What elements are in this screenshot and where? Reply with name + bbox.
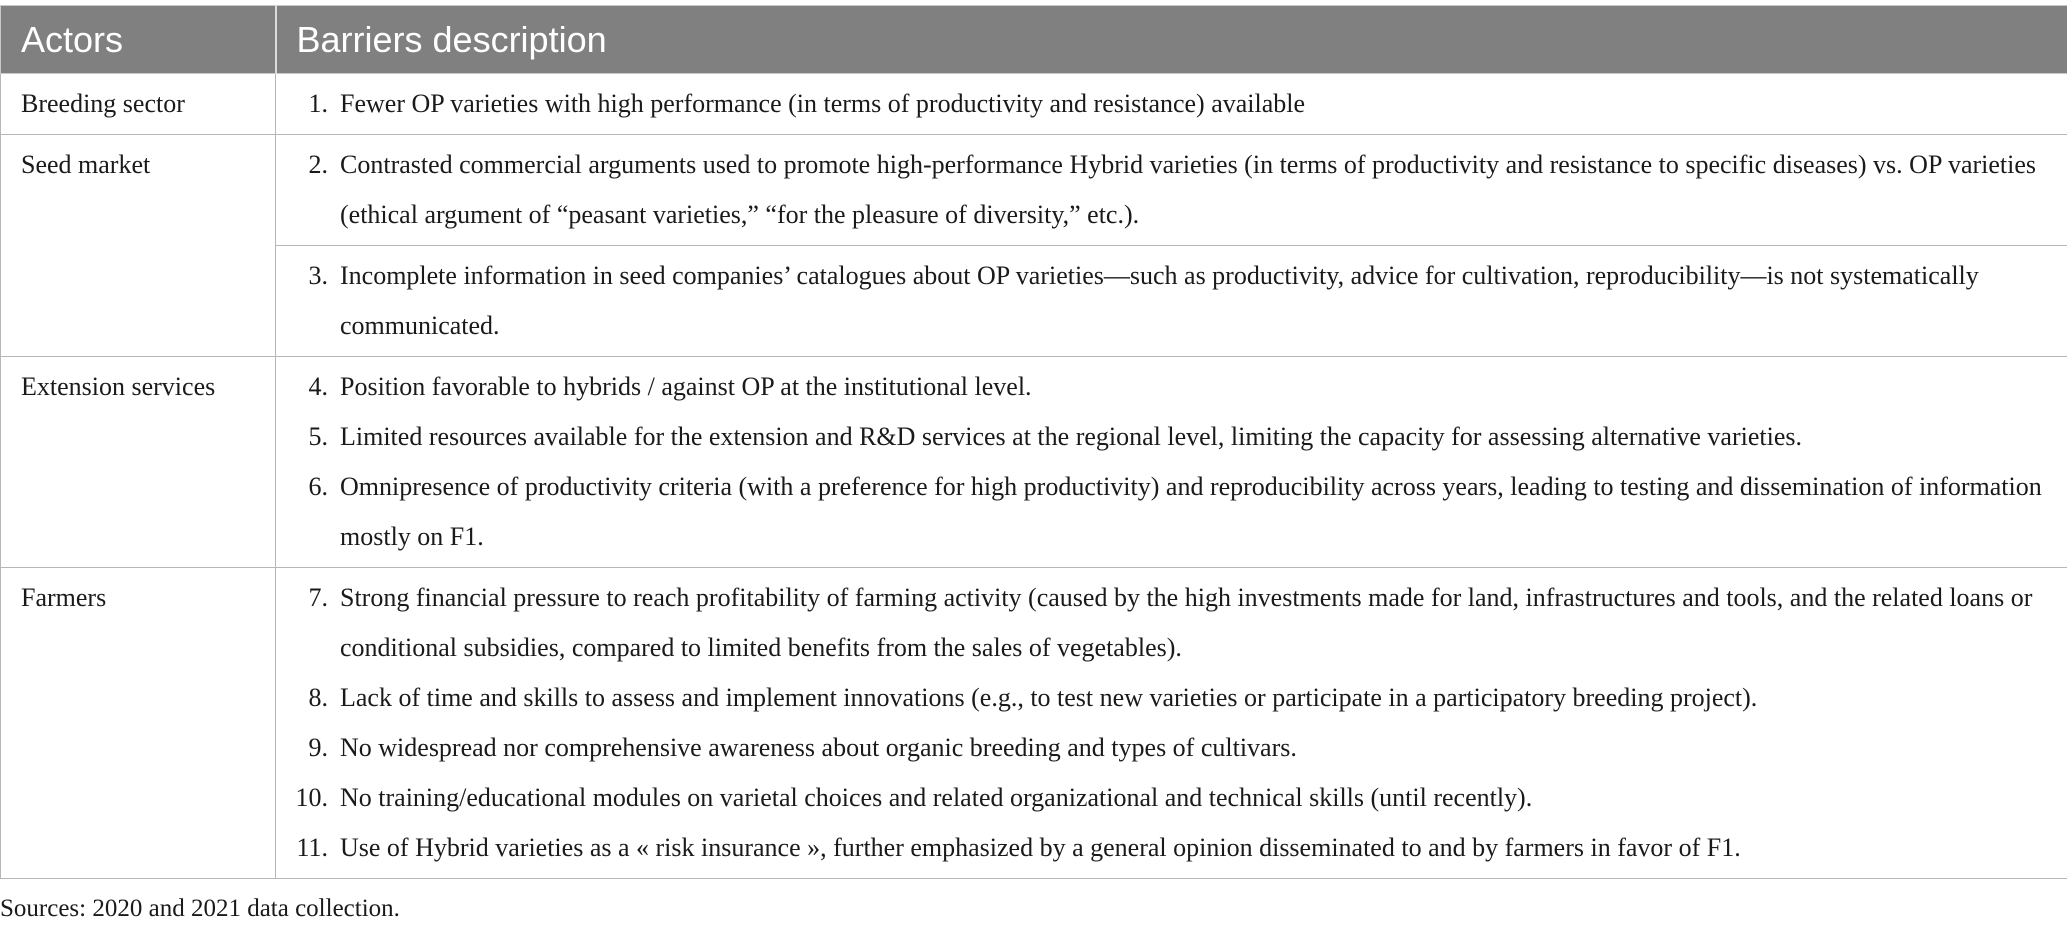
table-row <box>1 135 2067 246</box>
source-note: Sources: 2020 and 2021 data collection. <box>0 895 400 922</box>
header-row <box>1 6 2067 74</box>
list-item <box>276 573 2055 673</box>
actor-cell: Seed market <box>1 135 276 357</box>
barriers-cell <box>276 568 2067 879</box>
list-item <box>276 462 2055 562</box>
table-row <box>1 357 2067 568</box>
barriers-cell <box>276 74 2067 135</box>
barriers-cell <box>276 357 2067 568</box>
item-number: 3. <box>308 261 328 290</box>
table-row <box>1 568 2067 879</box>
header-actors: Actors <box>1 6 276 74</box>
item-number: 6. <box>308 472 328 501</box>
item-number: 7. <box>308 583 328 612</box>
table-row <box>1 246 2067 357</box>
item-text: Limited resources available for the extension and R&D services at the regional level, limiting the capacity for assessing alternative varieties. <box>340 422 1802 451</box>
item-text: Incomplete information in seed companies’ catalogues about OP varieties—such as productivity, advice for cultivation, reproducibility—is not systematically communicated. <box>340 261 1979 340</box>
item-number: 4. <box>308 372 328 401</box>
barriers-table <box>0 5 2067 879</box>
item-text: Contrasted commercial arguments used to promote high-performance Hybrid varieties (in terms of productivity and resistance to specific diseases) vs. OP varieties (ethical argument of “peasant varieties,” “for the pleasure of diversity,” etc.). <box>340 150 2037 229</box>
list-item <box>276 723 2055 773</box>
item-text: Fewer OP varieties with high performance (in terms of productivity and resistance) available <box>340 89 1306 118</box>
item-number: 10. <box>295 783 328 812</box>
list-item <box>276 362 2055 412</box>
list-item <box>276 773 2055 823</box>
item-text: Position favorable to hybrids / against OP at the institutional level. <box>340 372 1032 401</box>
item-text: Use of Hybrid varieties as a « risk insurance », further emphasized by a general opinion disseminated to and by farmers in favor of F1. <box>340 833 1741 862</box>
item-text: No training/educational modules on varietal choices and related organizational and technical skills (until recently). <box>340 783 1533 812</box>
table-row <box>1 74 2067 135</box>
item-text: Strong financial pressure to reach profitability of farming activity (caused by the high investments made for land, infrastructures and tools, and the related loans or conditional subsidies, compared to limited benefits from the sales of vegetables). <box>340 583 2033 662</box>
actor-cell: Farmers <box>1 568 276 879</box>
list-item <box>276 412 2055 462</box>
item-number: 9. <box>308 733 328 762</box>
barriers-cell <box>276 135 2067 246</box>
header-barriers-description: Barriers description <box>276 6 2067 74</box>
list-item <box>276 823 2055 873</box>
list-item <box>276 79 2055 129</box>
barriers-cell <box>276 246 2067 357</box>
item-number: 2. <box>308 150 328 179</box>
actor-cell: Extension services <box>1 357 276 568</box>
list-item <box>276 140 2055 240</box>
item-number: 8. <box>308 683 328 712</box>
list-item <box>276 251 2055 351</box>
item-number: 5. <box>308 422 328 451</box>
item-number: 11. <box>296 833 328 862</box>
list-item <box>276 673 2055 723</box>
item-number: 1. <box>308 89 328 118</box>
item-text: Lack of time and skills to assess and implement innovations (e.g., to test new varieties or participate in a participatory breeding project). <box>340 683 1758 712</box>
item-text: No widespread nor comprehensive awareness about organic breeding and types of cultivars. <box>340 733 1297 762</box>
actor-cell: Breeding sector <box>1 74 276 135</box>
item-text: Omnipresence of productivity criteria (with a preference for high productivity) and reproducibility across years, leading to testing and dissemination of information mostly on F1. <box>340 472 2042 551</box>
